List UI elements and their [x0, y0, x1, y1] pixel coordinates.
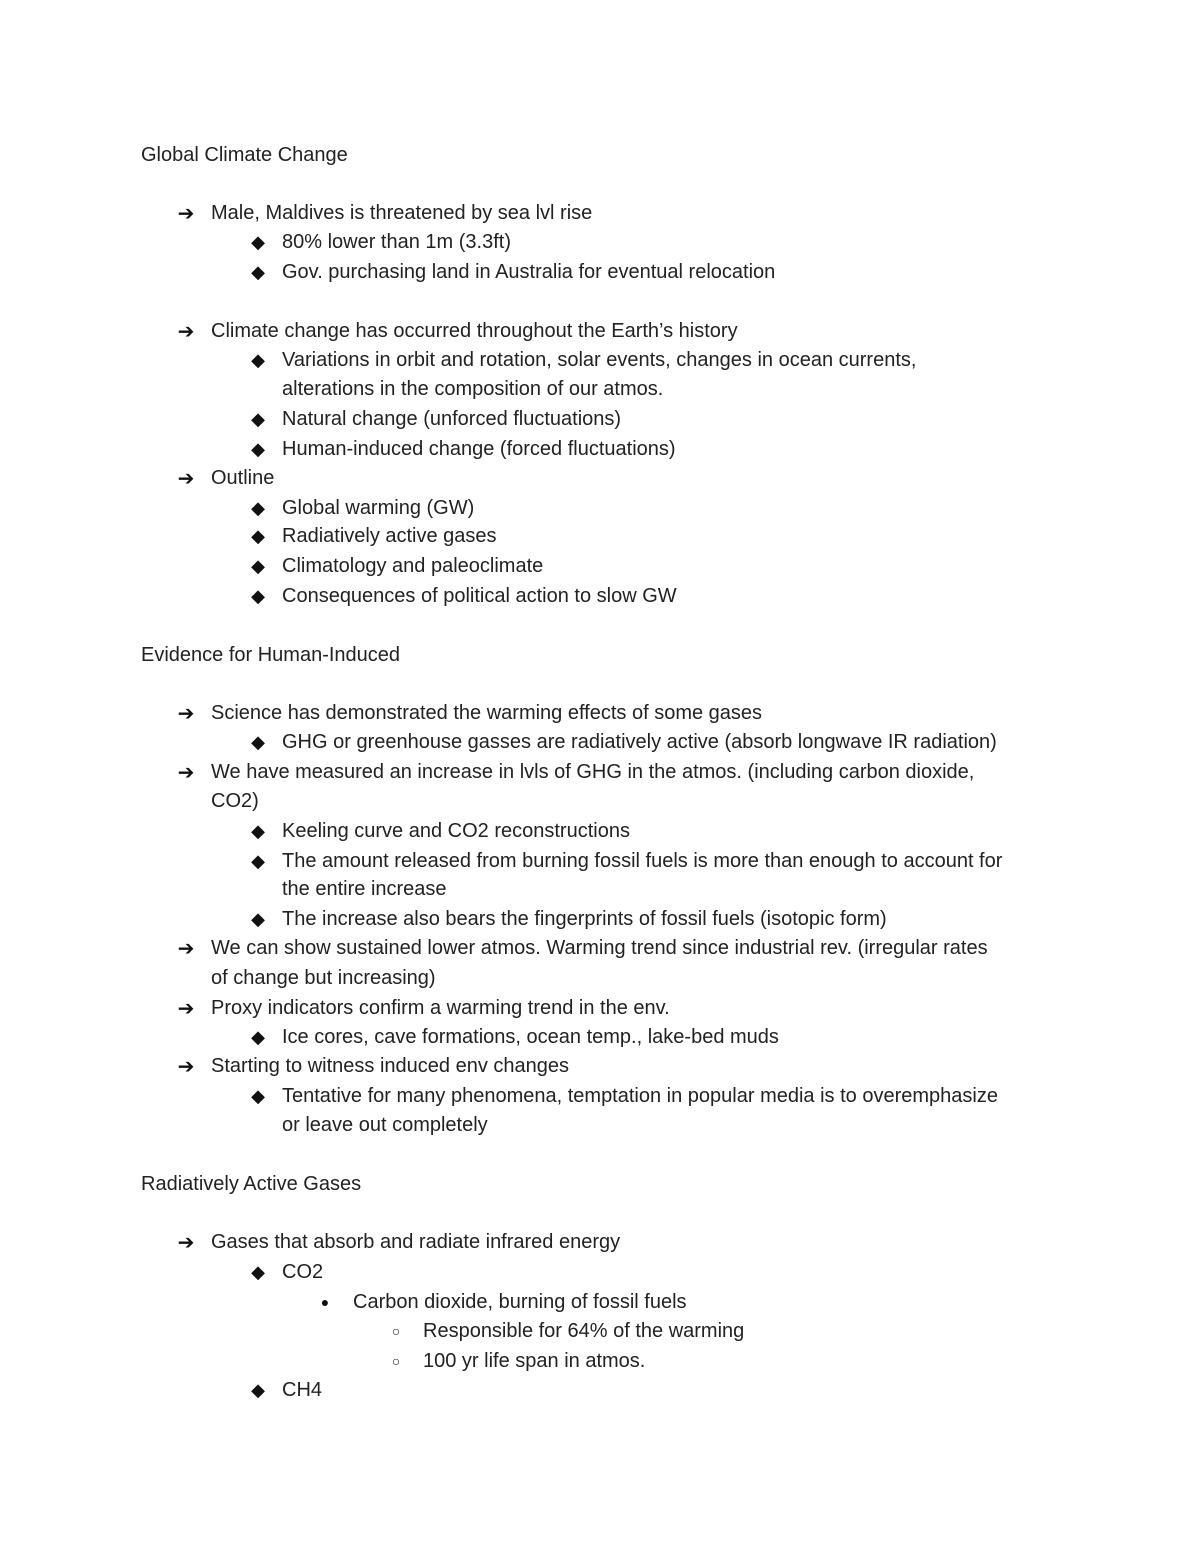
list-subitem-line: Tentative for many phenomena, temptation in popular media is to overemphasize	[282, 1085, 998, 1107]
section-heading-evidence: Evidence for Human-Induced	[141, 644, 401, 666]
diamond-bullet-icon: ◆	[251, 497, 265, 518]
diamond-bullet-icon: ◆	[251, 1026, 265, 1047]
section-heading-radiatively-active-gases: Radiatively Active Gases	[141, 1173, 362, 1195]
arrow-bullet-icon: ➔	[177, 202, 195, 225]
arrow-bullet-icon: ➔	[177, 937, 195, 960]
circle-bullet-icon: ○	[391, 1353, 401, 1369]
list-item: Outline	[211, 467, 275, 489]
circle-bullet-icon: ○	[391, 1323, 401, 1339]
arrow-bullet-icon: ➔	[177, 997, 195, 1020]
diamond-bullet-icon: ◆	[251, 231, 265, 252]
list-item-line: We have measured an increase in lvls of GHG in the atmos. (including carbon dioxide,	[211, 761, 975, 783]
list-subsubitem: Carbon dioxide, burning of fossil fuels	[353, 1291, 687, 1313]
diamond-bullet-icon: ◆	[251, 349, 265, 370]
diamond-bullet-icon: ◆	[251, 1085, 265, 1106]
list-subitem: Ice cores, cave formations, ocean temp., lake-bed muds	[282, 1026, 779, 1048]
list-subitem-line: The amount released from burning fossil fuels is more than enough to account for	[282, 850, 1003, 872]
list-subitem: Consequences of political action to slow GW	[282, 585, 677, 607]
disc-bullet-icon: ●	[320, 1294, 330, 1310]
list-item: Climate change has occurred throughout the Earth’s history	[211, 320, 738, 342]
list-item: Science has demonstrated the warming effects of some gases	[211, 702, 763, 724]
diamond-bullet-icon: ◆	[251, 820, 265, 841]
list-item-line: of change but increasing)	[211, 967, 436, 989]
arrow-bullet-icon: ➔	[177, 702, 195, 725]
list-subitem: CH4	[282, 1379, 323, 1401]
list-subitem: CO2	[282, 1261, 324, 1283]
list-subitem: Gov. purchasing land in Australia for eventual relocation	[282, 261, 776, 283]
list-subitem-line: the entire increase	[282, 878, 447, 900]
arrow-bullet-icon: ➔	[177, 761, 195, 784]
list-subitem-line: Variations in orbit and rotation, solar events, changes in ocean currents,	[282, 349, 917, 371]
list-item-line: CO2)	[211, 790, 259, 812]
arrow-bullet-icon: ➔	[177, 320, 195, 343]
list-item: Male, Maldives is threatened by sea lvl rise	[211, 202, 593, 224]
list-level4-item: Responsible for 64% of the warming	[423, 1320, 745, 1342]
diamond-bullet-icon: ◆	[251, 585, 265, 606]
list-subitem: Climatology and paleoclimate	[282, 555, 544, 577]
section-heading-global-climate-change: Global Climate Change	[141, 144, 348, 166]
list-subitem: 80% lower than 1m (3.3ft)	[282, 231, 511, 253]
list-subitem: Natural change (unforced fluctuations)	[282, 408, 622, 430]
list-subitem: GHG or greenhouse gasses are radiatively active (absorb longwave IR radiation)	[282, 731, 997, 753]
diamond-bullet-icon: ◆	[251, 850, 265, 871]
arrow-bullet-icon: ➔	[177, 1231, 195, 1254]
arrow-bullet-icon: ➔	[177, 1055, 195, 1078]
list-subitem-line: or leave out completely	[282, 1114, 488, 1136]
list-item: Proxy indicators confirm a warming trend in the env.	[211, 997, 670, 1019]
diamond-bullet-icon: ◆	[251, 261, 265, 282]
diamond-bullet-icon: ◆	[251, 408, 265, 429]
diamond-bullet-icon: ◆	[251, 1379, 265, 1400]
list-item: Gases that absorb and radiate infrared energy	[211, 1231, 621, 1253]
diamond-bullet-icon: ◆	[251, 555, 265, 576]
list-item-line: We can show sustained lower atmos. Warming trend since industrial rev. (irregular rates	[211, 937, 988, 959]
list-subitem-line: alterations in the composition of our atmos.	[282, 378, 664, 400]
list-subitem: Keeling curve and CO2 reconstructions	[282, 820, 630, 842]
diamond-bullet-icon: ◆	[251, 438, 265, 459]
list-subitem: Human-induced change (forced fluctuations)	[282, 438, 676, 460]
list-item: Starting to witness induced env changes	[211, 1055, 569, 1077]
list-subitem: Global warming (GW)	[282, 497, 475, 519]
diamond-bullet-icon: ◆	[251, 525, 265, 546]
diamond-bullet-icon: ◆	[251, 731, 265, 752]
list-level4-item: 100 yr life span in atmos.	[423, 1350, 646, 1372]
arrow-bullet-icon: ➔	[177, 467, 195, 490]
diamond-bullet-icon: ◆	[251, 908, 265, 929]
diamond-bullet-icon: ◆	[251, 1261, 265, 1282]
list-subitem: The increase also bears the fingerprints of fossil fuels (isotopic form)	[282, 908, 887, 930]
list-subitem: Radiatively active gases	[282, 525, 497, 547]
